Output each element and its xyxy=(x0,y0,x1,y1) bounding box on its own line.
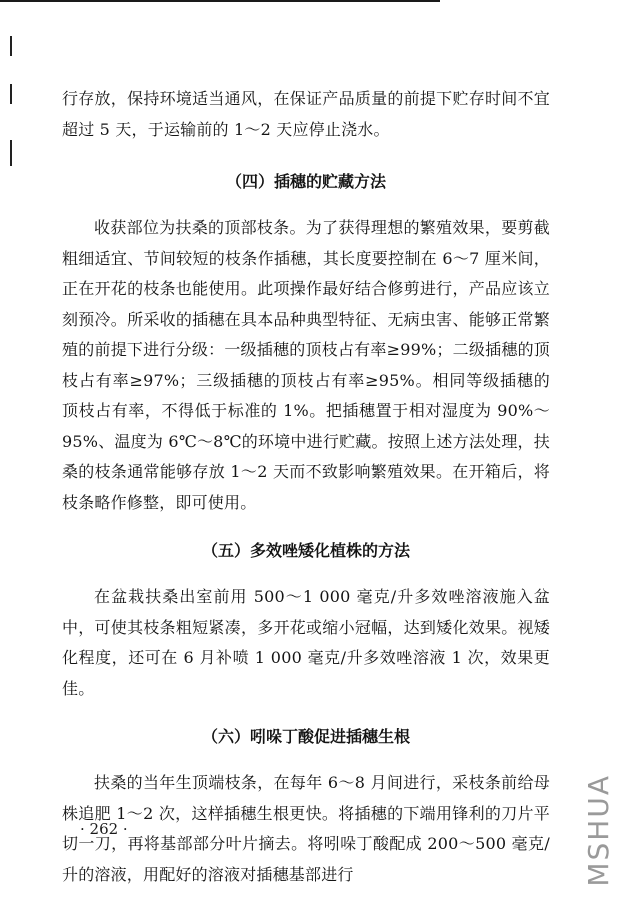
heading-paclobutrazol-dwarfing: （五）多效唑矮化植株的方法 xyxy=(201,541,410,560)
paragraph-paclobutrazol-dwarfing: 在盆栽扶桑出室前用 500～1 000 毫克/升多效唑溶液施入盆中，可使其枝条粗短紧凑，多开花或缩小冠幅，达到矮化效果。视矮化程度，还可在 6 月补喷 1 000 毫克/升多效唑溶液 1 次，效果更佳。 xyxy=(62,587,550,698)
top-rule xyxy=(0,0,440,2)
paragraph-storage-continued: 行存放，保持环境适当通风，在保证产品质量的前提下贮存时间不宜超过 5 天，于运输前的 1～2 天应停止浇水。 xyxy=(62,89,550,139)
margin-mark xyxy=(10,36,12,56)
paragraph-iba-rooting: 扶桑的当年生顶端枝条，在每年 6～8 月间进行，采枝条前给母株追肥 1～2 次，这样插穗生根更快。将插穗的下端用锋利的刀片平切一刀，再将基部部分叶片摘去。将吲哚丁酸配成 200～500 毫克/升的溶液，用配好的溶液对插穗基部进行 xyxy=(62,773,550,884)
heading-cutting-storage: （四）插穗的贮藏方法 xyxy=(225,172,386,191)
watermark: MSHUA xyxy=(582,774,615,887)
paragraph-cutting-storage: 收获部位为扶桑的顶部枝条。为了获得理想的繁殖效果，要剪截粗细适宜、节间较短的枝条作插穗，其长度要控制在 6～7 厘米间，正在开花的枝条也能使用。此项操作最好结合修剪进行，产品应该立刻预冷。所采收的插穗在具本品种典型特征、无病虫害、能够正常繁殖的前提下进行分级：一级插穗的顶枝占有率≥99%；二级插穗的顶枝占有率≥97%；三级插穗的顶枝占有率≥95%。相同等级插穗的顶枝占有率，不得低于标准的 1%。把插穗置于相对湿度为 90%～95%、温度为 6℃～8℃的环境中进行贮藏。按照上述方法处理，扶桑的枝条通常能够存放 1～2 天而不致影响繁殖效果。在开箱后，将枝条略作修整，即可使用。 xyxy=(62,218,550,512)
page-number: · 262 · xyxy=(80,820,128,838)
heading-iba-rooting: （六）吲哚丁酸促进插穗生根 xyxy=(201,727,410,746)
page-body xyxy=(62,84,550,890)
margin-mark xyxy=(10,84,12,104)
margin-mark xyxy=(10,140,12,166)
